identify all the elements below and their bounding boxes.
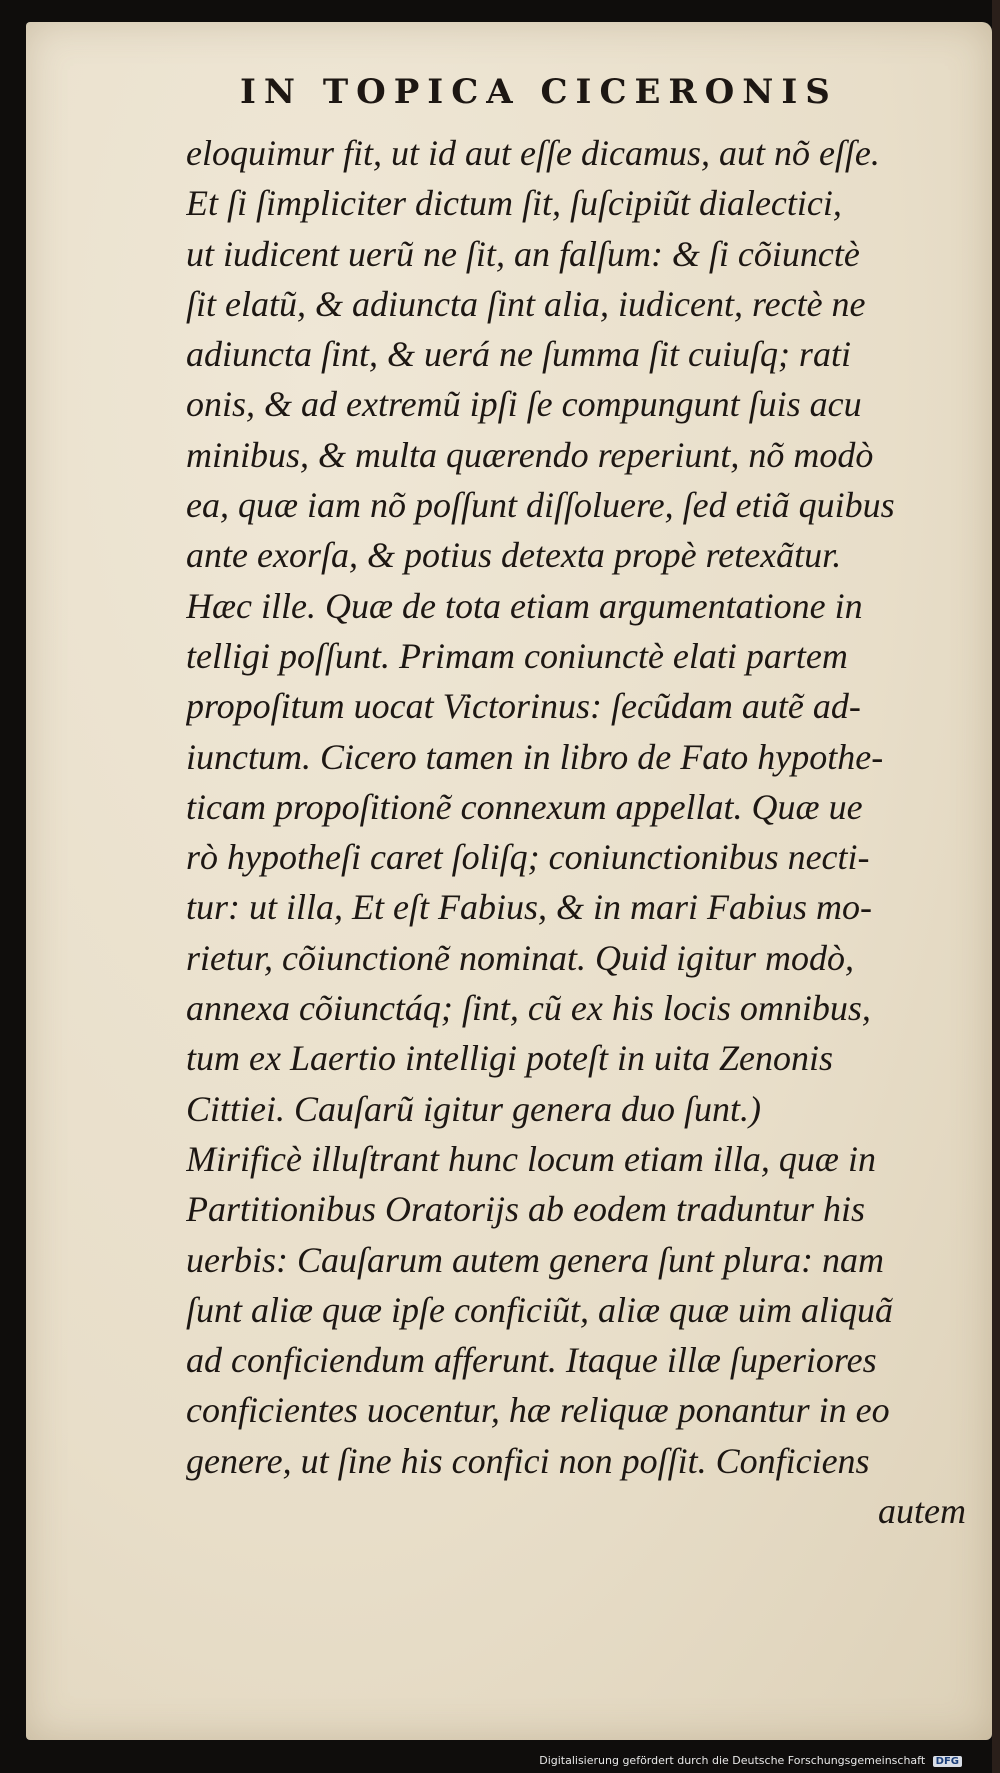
text-line: minibus, & multa quærendo reperiunt, nõ modò [186, 434, 874, 475]
digitization-credit [539, 1754, 962, 1767]
text-line: onis, & ad extremũ ipſi ſe compungunt ſuis acu [186, 384, 862, 425]
text-line: Hæc ille. Quæ de tota etiam argumentatione in [186, 585, 863, 626]
text-line: ticam propoſitionẽ connexum appellat. Quæ ue [186, 786, 863, 827]
text-line: ante exorſa, & potius detexta propè retexãtur. [186, 535, 842, 576]
text-line: Mirificè illuſtrant hunc locum etiam illa, quæ in [186, 1138, 876, 1179]
text-line: tur: ut illa, Et eſt Fabius, & in mari Fabius mo- [186, 887, 872, 928]
text-line: telligi poſſunt. Primam coniunctè elati partem [186, 635, 848, 676]
text-line: Partitionibus Oratorijs ab eodem traduntur his [186, 1189, 866, 1230]
text-line: ſit elatũ, & adiuncta ſint alia, iudicent, rectè ne [186, 283, 866, 324]
running-header: IN TOPICA CICERONIS [240, 72, 838, 112]
text-line: propoſitum uocat Victorinus: ſecũdam autẽ ad- [186, 686, 861, 727]
text-line: annexa cõiunctáq; ſint, cũ ex his locis omnibus, [186, 988, 871, 1029]
text-line: uerbis: Cauſarum autem genera ſunt plura: nam [186, 1239, 884, 1280]
text-line: ut iudicent uerũ ne ſit, an falſum: & ſi cõiunctè [186, 233, 860, 274]
text-line: ea, quæ iam nõ poſſunt diſſoluere, ſed etiã quibus [186, 485, 895, 526]
text-line: ad conficiendum afferunt. Itaque illæ ſuperiores [186, 1340, 877, 1381]
text-line-lemma: Cittiei. Cauſarũ igitur genera duo ſunt.) [186, 1088, 761, 1129]
text-line: conficientes uocentur, hæ reliquæ ponantur in eo [186, 1390, 890, 1431]
page-body [186, 128, 966, 1536]
credit-text: Digitalisierung gefördert durch die Deutsche Forschungsgemeinschaft [539, 1754, 926, 1767]
text-line: iunctum. Cicero tamen in libro de Fato hypothe- [186, 736, 884, 777]
text-line: tum ex Laertio intelligi poteſt in uita Zenonis [186, 1038, 833, 1079]
binding-edge [992, 0, 1000, 1773]
dfg-logo: DFG [933, 1756, 962, 1767]
text-line: eloquimur fit, ut id aut eſſe dicamus, aut nõ eſſe. [186, 133, 880, 173]
text-line: Et ſi ſimpliciter dictum ſit, ſuſcipiũt dialectici, [186, 183, 842, 224]
text-line: ſunt aliæ quæ ipſe conficiũt, aliæ quæ uim aliquã [186, 1289, 894, 1330]
text-line: rò hypotheſi caret ſoliſq; coniunctionibus necti- [186, 837, 870, 878]
text-line: rietur, cõiunctionẽ nominat. Quid igitur modò, [186, 937, 854, 978]
text-line: adiuncta ſint, & uerá ne ſumma ſit cuiuſq; rati [186, 334, 851, 375]
text-line: genere, ut ſine his confici non poſſit. Conficiens [186, 1440, 870, 1481]
catchword: autem [878, 1491, 966, 1532]
